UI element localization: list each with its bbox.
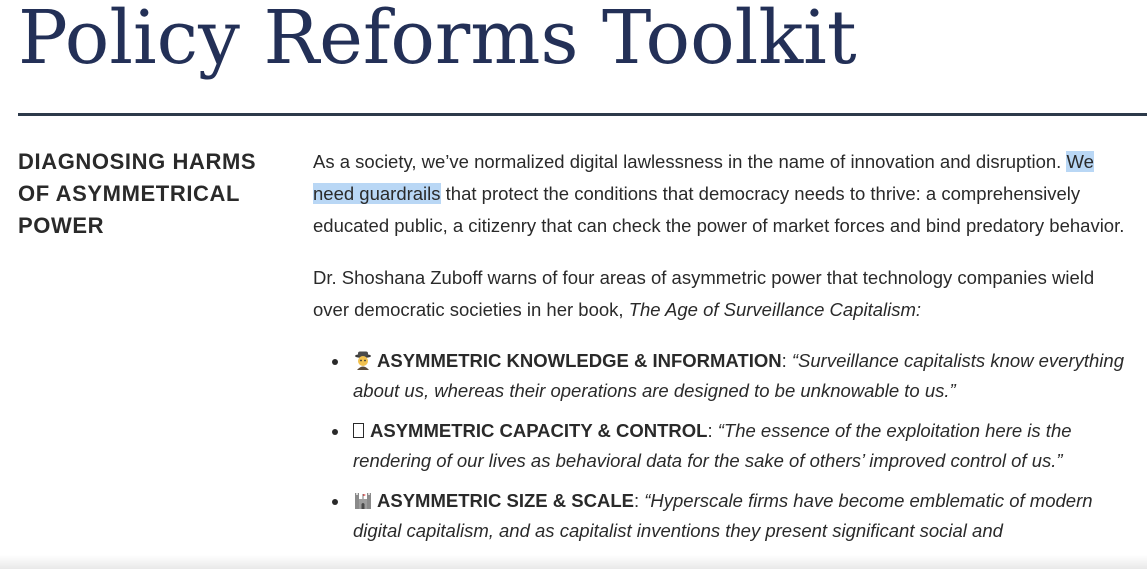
harm-quote: “Surveillance capitalists know everything about us, whereas their operations are designed to be unknowable to us.” bbox=[353, 350, 1124, 401]
castle-icon bbox=[353, 490, 373, 510]
selected-text[interactable]: We need guardrails bbox=[313, 151, 1094, 204]
intro-text-continued: that protect the conditions that democracy needs to thrive: a comprehensively educated public, a citizenry that can check the power of market forces and bind predatory behavior. bbox=[313, 183, 1125, 236]
detective-icon bbox=[353, 350, 373, 370]
list-item bbox=[353, 346, 1133, 406]
intro-text: As a society, we’ve normalized digital lawlessness in the name of innovation and disruption. bbox=[313, 151, 1067, 172]
list-item bbox=[353, 416, 1133, 476]
harm-separator: : bbox=[633, 490, 645, 511]
list-item bbox=[353, 486, 1133, 546]
book-title: The Age of Surveillance Capitalism: bbox=[628, 299, 922, 320]
bullet-icon bbox=[332, 429, 338, 435]
harm-separator: : bbox=[707, 420, 718, 441]
harm-quote: “Hyperscale firms have become emblematic of modern digital capitalism, and as capitalist inventions they present significant social and bbox=[353, 490, 1093, 541]
harm-separator: : bbox=[781, 350, 792, 371]
article-body bbox=[313, 146, 1133, 556]
bullet-icon bbox=[332, 359, 338, 365]
viewport-bottom-shadow bbox=[0, 555, 1147, 569]
harm-label: ASYMMETRIC SIZE & SCALE bbox=[377, 490, 634, 511]
title-divider bbox=[18, 113, 1147, 116]
zuboff-text: Dr. Shoshana Zuboff warns of four areas of asymmetric power that technology companies wield over democratic societies in her book, bbox=[313, 267, 1095, 320]
harm-label: ASYMMETRIC KNOWLEDGE & INFORMATION bbox=[377, 350, 782, 371]
page-title: Policy Reforms Toolkit bbox=[18, 0, 857, 81]
intro-paragraph bbox=[313, 146, 1133, 242]
missing-glyph-icon bbox=[353, 423, 364, 438]
harm-label: ASYMMETRIC CAPACITY & CONTROL bbox=[370, 420, 708, 441]
zuboff-paragraph bbox=[313, 262, 1133, 326]
harm-quote: “The essence of the exploitation here is the rendering of our lives as behavioral data for the sake of others’ improved control of us.” bbox=[353, 420, 1072, 471]
asymmetric-power-list bbox=[313, 346, 1133, 546]
section-heading: DIAGNOSING HARMS OF ASYMMETRICAL POWER bbox=[18, 149, 257, 238]
bullet-icon bbox=[332, 499, 338, 505]
